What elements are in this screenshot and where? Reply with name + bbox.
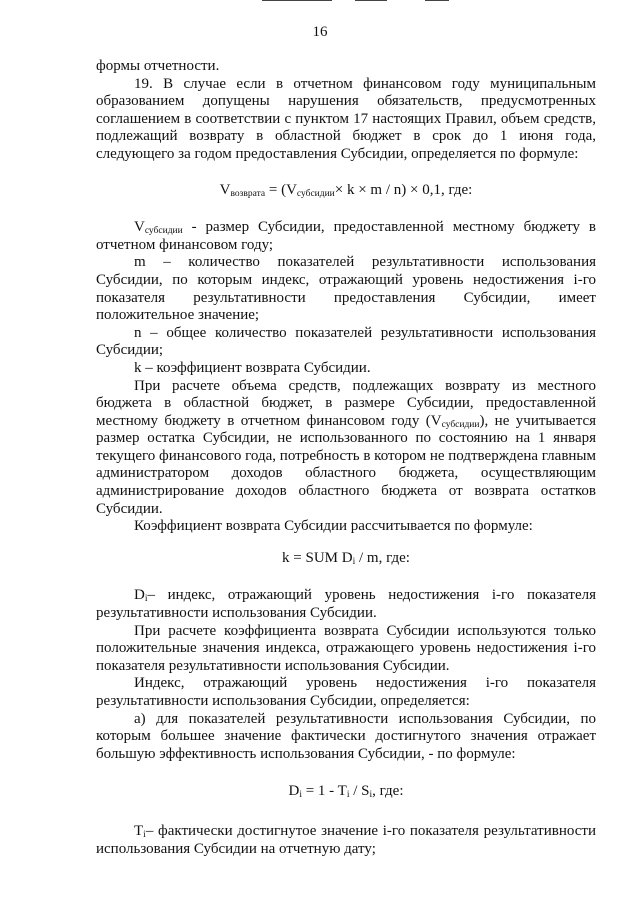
formula-subscript: субсидии [296, 188, 335, 199]
formula-index [96, 783, 596, 801]
formula-text: = 1 - T [301, 783, 347, 800]
formula-text: D [288, 783, 300, 800]
formula-subscript: возврата [230, 188, 266, 199]
definition-text: – фактически достигнутое значение i-го показателя результативности использования Субсидии на отчетную дату; [96, 822, 596, 857]
definition-symbol: T [134, 822, 144, 839]
definition-symbol: V [134, 219, 145, 236]
paragraph-continuation: формы отчетности. [96, 58, 220, 74]
paragraph-subscript: субсидии [441, 419, 480, 430]
paragraph-text: При расчете объема средств, подлежащих возврату из местного бюджета в областной бюджет, в размере Субсидии, предоставленной местному бюджету в отчетном финансовом году (V [96, 377, 596, 429]
scan-mark [355, 0, 387, 1]
formula-text: = (V [265, 181, 297, 198]
paragraph-positive-values: При расчете коэффициента возврата Субсидии используются только положительные значения индекса, отражающего уровень недостижения i-го показателя результативности использования Субсидии. [96, 622, 596, 674]
paragraph-index-definition: Индекс, отражающий уровень недостижения i-го показателя результативности использования Субсидии, определяется: [96, 675, 596, 709]
definition-d-index [96, 587, 596, 622]
document-body [96, 58, 596, 858]
definition-v-subsidy [96, 219, 596, 254]
paragraph-coefficient-intro: Коэффициент возврата Субсидии рассчитывается по формуле: [134, 518, 533, 535]
scan-mark [425, 0, 449, 1]
page-number: 16 [312, 24, 328, 40]
paragraph-case-a: а) для показателей результативности использования Субсидии, по которым большее значение фактически достигнутого значения отражает большую эффективность использования Субсидии, - по формуле: [96, 710, 596, 762]
formula-subscript: i [299, 790, 302, 801]
definition-t [96, 823, 596, 858]
definition-text: – индекс, отражающий уровень недостижения i-го показателя результативности использования Субсидии. [96, 587, 596, 622]
definition-subscript: i [143, 829, 146, 840]
formula-coefficient [96, 550, 596, 568]
formula-subscript: i [346, 790, 350, 801]
formula-text: , где: [372, 783, 404, 800]
scan-mark [262, 0, 332, 1]
formula-subscript: i [369, 790, 373, 801]
formula-return-volume [96, 182, 596, 200]
definition-symbol: D [134, 587, 145, 604]
definition-subscript: субсидии [144, 226, 183, 237]
formula-text: × k × m / n) × 0,1, где: [334, 181, 473, 198]
formula-text: V [219, 181, 231, 198]
paragraph-text: ), не учитывается размер остатка Субсидии, не использованного по состоянию на 1 января текущего финансового года, потребность в котором не подтверждена главным администратором доходов областного бюджета, осуществляющим администрирование доходов областного бюджета от возврата остатков Субсидии. [96, 412, 596, 517]
paragraph-19: 19. В случае если в отчетном финансовом году муниципальным образованием допущены нарушения обязательств, предусмотренных соглашением в соответствии с пунктом 17 настоящих Правил, объем средств, подлежащий возврату в областной бюджет в срок до 1 июня года, следующего за годом предоставления Субсидии, определяется по формуле: [96, 75, 596, 162]
formula-text: k = SUM D [282, 549, 353, 566]
definition-subscript: i [144, 594, 148, 605]
paragraph-calculation-note [96, 378, 596, 519]
definition-m: m – количество показателей результативности использования Субсидии, по которым индекс, отражающий уровень недостижения i-го показателя результативности предоставления Субсидии, имеет положительное значение; [96, 254, 596, 324]
formula-text: / S [349, 783, 370, 800]
definition-n: n – общее количество показателей результативности использования Субсидии; [96, 324, 596, 359]
formula-subscript: i [352, 556, 356, 567]
definition-k: k – коэффициент возврата Субсидии. [134, 359, 371, 376]
top-scan-marks [0, 0, 640, 4]
definition-text: - размер Субсидии, предоставленной местному бюджету в отчетном финансовом году; [96, 219, 596, 253]
formula-text: / m, где: [355, 549, 410, 566]
